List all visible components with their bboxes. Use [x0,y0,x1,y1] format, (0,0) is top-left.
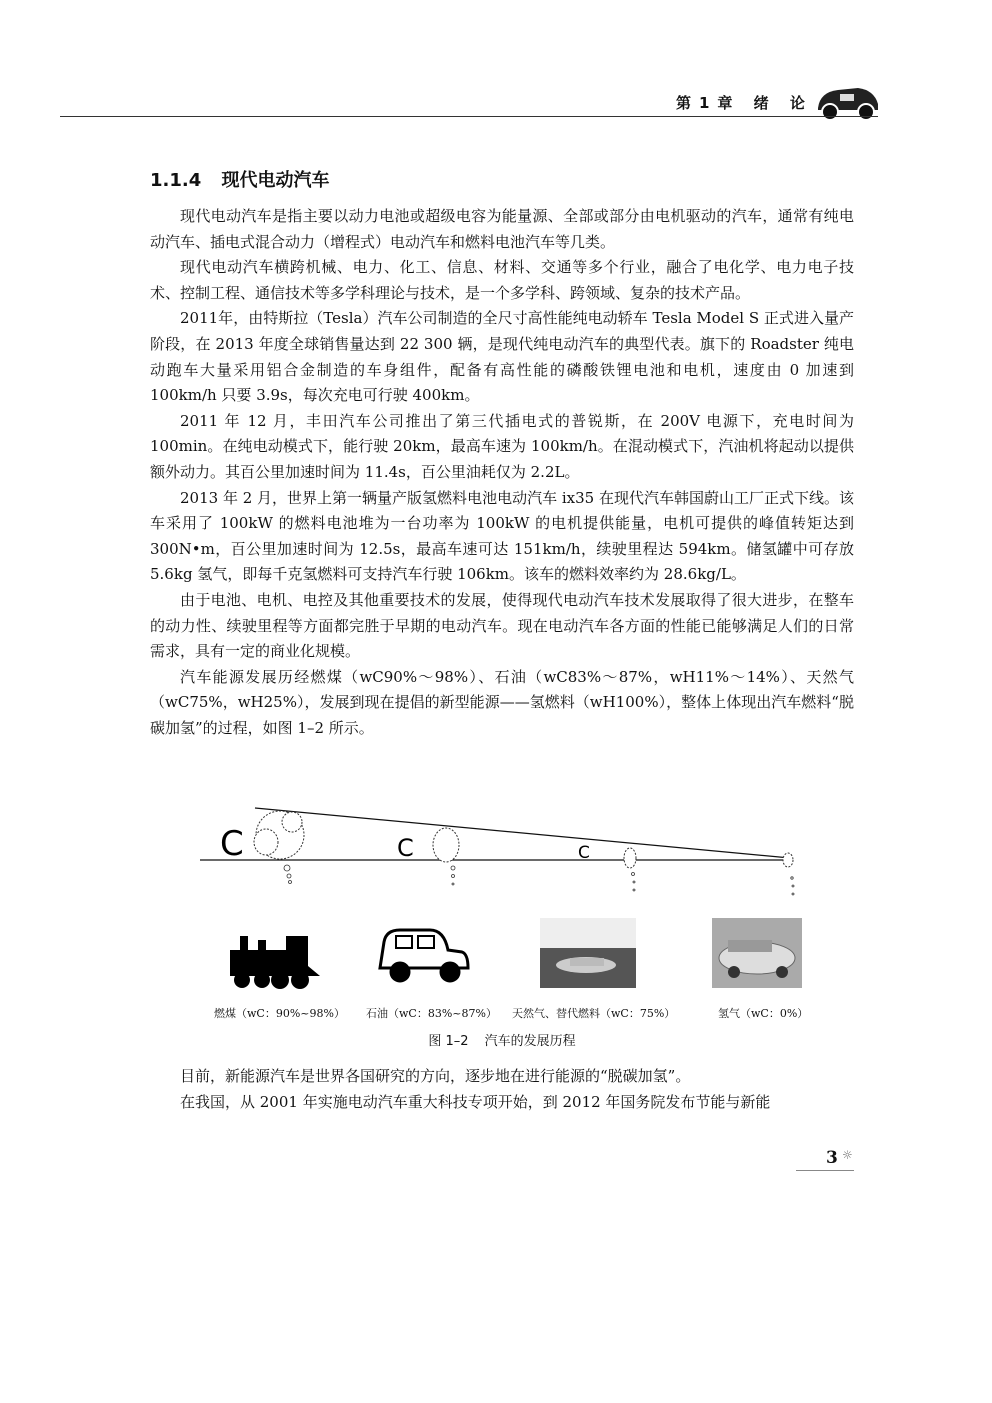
carbon-letter-medium: C [397,834,414,862]
paragraph: 由于电池、电机、电控及其他重要技术的发展，使得现代电动汽车技术发展取得了很大进步，在整车的动力性、续驶里程等方面都完胜于早期的电动汽车。现在电动汽车各方面的性能已能够满足人们的日常需求，具有一定的商业化规模。 [150,590,854,661]
figure-caption [150,1030,854,1049]
body-text [150,204,854,741]
decline-line [255,808,790,858]
paragraph: 现代电动汽车是指主要以动力电池或超级电容为能量源、全部或部分由电机驱动的汽车，通常有纯电动汽车、插电式混合动力（增程式）电动汽车和燃料电池汽车等几类。 [150,207,854,251]
figure-number: 图 1–2 [428,1034,469,1049]
coal-label: 燃煤（wC：90%~98%） [214,1007,345,1020]
figure-caption-text: 汽车的发展历程 [484,1034,576,1049]
hydrogen-label: 氢气（wC：0%） [718,1007,809,1020]
paragraph: 2011年，由特斯拉（Tesla）汽车公司制造的全尺寸高性能纯电动轿车 Tesla Model S 正式进入量产阶段，在 2013 年度全球销售量达到 22 300 辆，是现代纯电动汽车的典型代表。旗下的 Roadster 纯电动跑车大量采用铝合金制造的车身组件，配备有高性能的磷酸铁锂电池和电机，速度由 0 加速到 100km/h 只要 3.9s，每次充电可行驶 400km。 [150,309,854,405]
section-number: 1.1.4 [150,170,202,191]
paragraph: 目前，新能源汽车是世界各国研究的方向，逐步地在进行能源的“脱碳加氢”。 [180,1067,691,1085]
section-title [150,166,330,192]
paragraph: 汽车能源发展历经燃煤（wC90%～98%）、石油（wC83%～87%，wH11%～14%）、天然气（wC75%，wH25%），发展到现在提倡的新型能源——氢燃料（wH100%），整体上体现出汽车燃料“脱碳加氢”的过程，如图 1–2 所示。 [150,667,854,737]
paragraph: 现代电动汽车横跨机械、电力、化工、信息、材料、交通等多个行业，融合了电化学、电力电子技术、控制工程、通信技术等多学科理论与技术，是一个多学科、跨领域、复杂的技术产品。 [150,258,854,302]
tiny-cloud-icon [783,853,793,867]
medium-cloud-icon [433,828,459,862]
carbon-letter-large: C [220,824,244,864]
smoke-dots [284,865,794,895]
footer-divider [796,1170,854,1171]
hydrogen-car-photo [712,918,802,988]
paragraph: 在我国，从 2001 年实施电动汽车重大科技专项开始，到 2012 年国务院发布节能与新能 [180,1092,771,1111]
carbon-letter-small: C [578,843,590,863]
small-cloud-icon [624,848,636,868]
gas-car-photo [540,918,636,988]
paragraph: 2011 年 12 月，丰田汽车公司推出了第三代插电式的普锐斯，在 200V 电源下，充电时间为 100min。在纯电动模式下，能行驶 20km，最高车速为 100km/h。在混动模式下，汽油机将起动以提供额外动力。其百公里加速时间为 11.4s，百公里油耗仅为 2.2L。 [150,411,854,481]
large-cloud-icon [254,811,304,859]
steam-locomotive-icon [230,936,320,989]
paragraph: 2013 年 2 月，世界上第一辆量产版氢燃料电池电动汽车 ix35 在现代汽车韩国蔚山工厂正式下线。该车采用了 100kW 的燃料电池堆为一台功率为 100kW 的电机提供能量，电机可提供的峰值转矩达到 300N•m，百公里加速时间为 12.5s，最高车速可达 151km/h，续驶里程达 594km。储氢罐中可存放 5.6kg 氢气，即每千克氢燃料可支持汽车行驶 106km。该车的燃料效率约为 28.6kg/L。 [150,488,854,584]
page-number: 3 [826,1148,838,1168]
gas-label: 天然气、替代燃料（wC：75%） [512,1007,676,1020]
sun-icon: ☼ [842,1148,853,1162]
header-divider [60,116,878,117]
vintage-car-icon [380,930,468,981]
body-text-continued [150,1064,854,1115]
oil-label: 石油（wC：83%~87%） [366,1007,497,1020]
section-heading: 现代电动汽车 [221,170,330,191]
chapter-header: 第1章 绪 论 [676,94,813,112]
